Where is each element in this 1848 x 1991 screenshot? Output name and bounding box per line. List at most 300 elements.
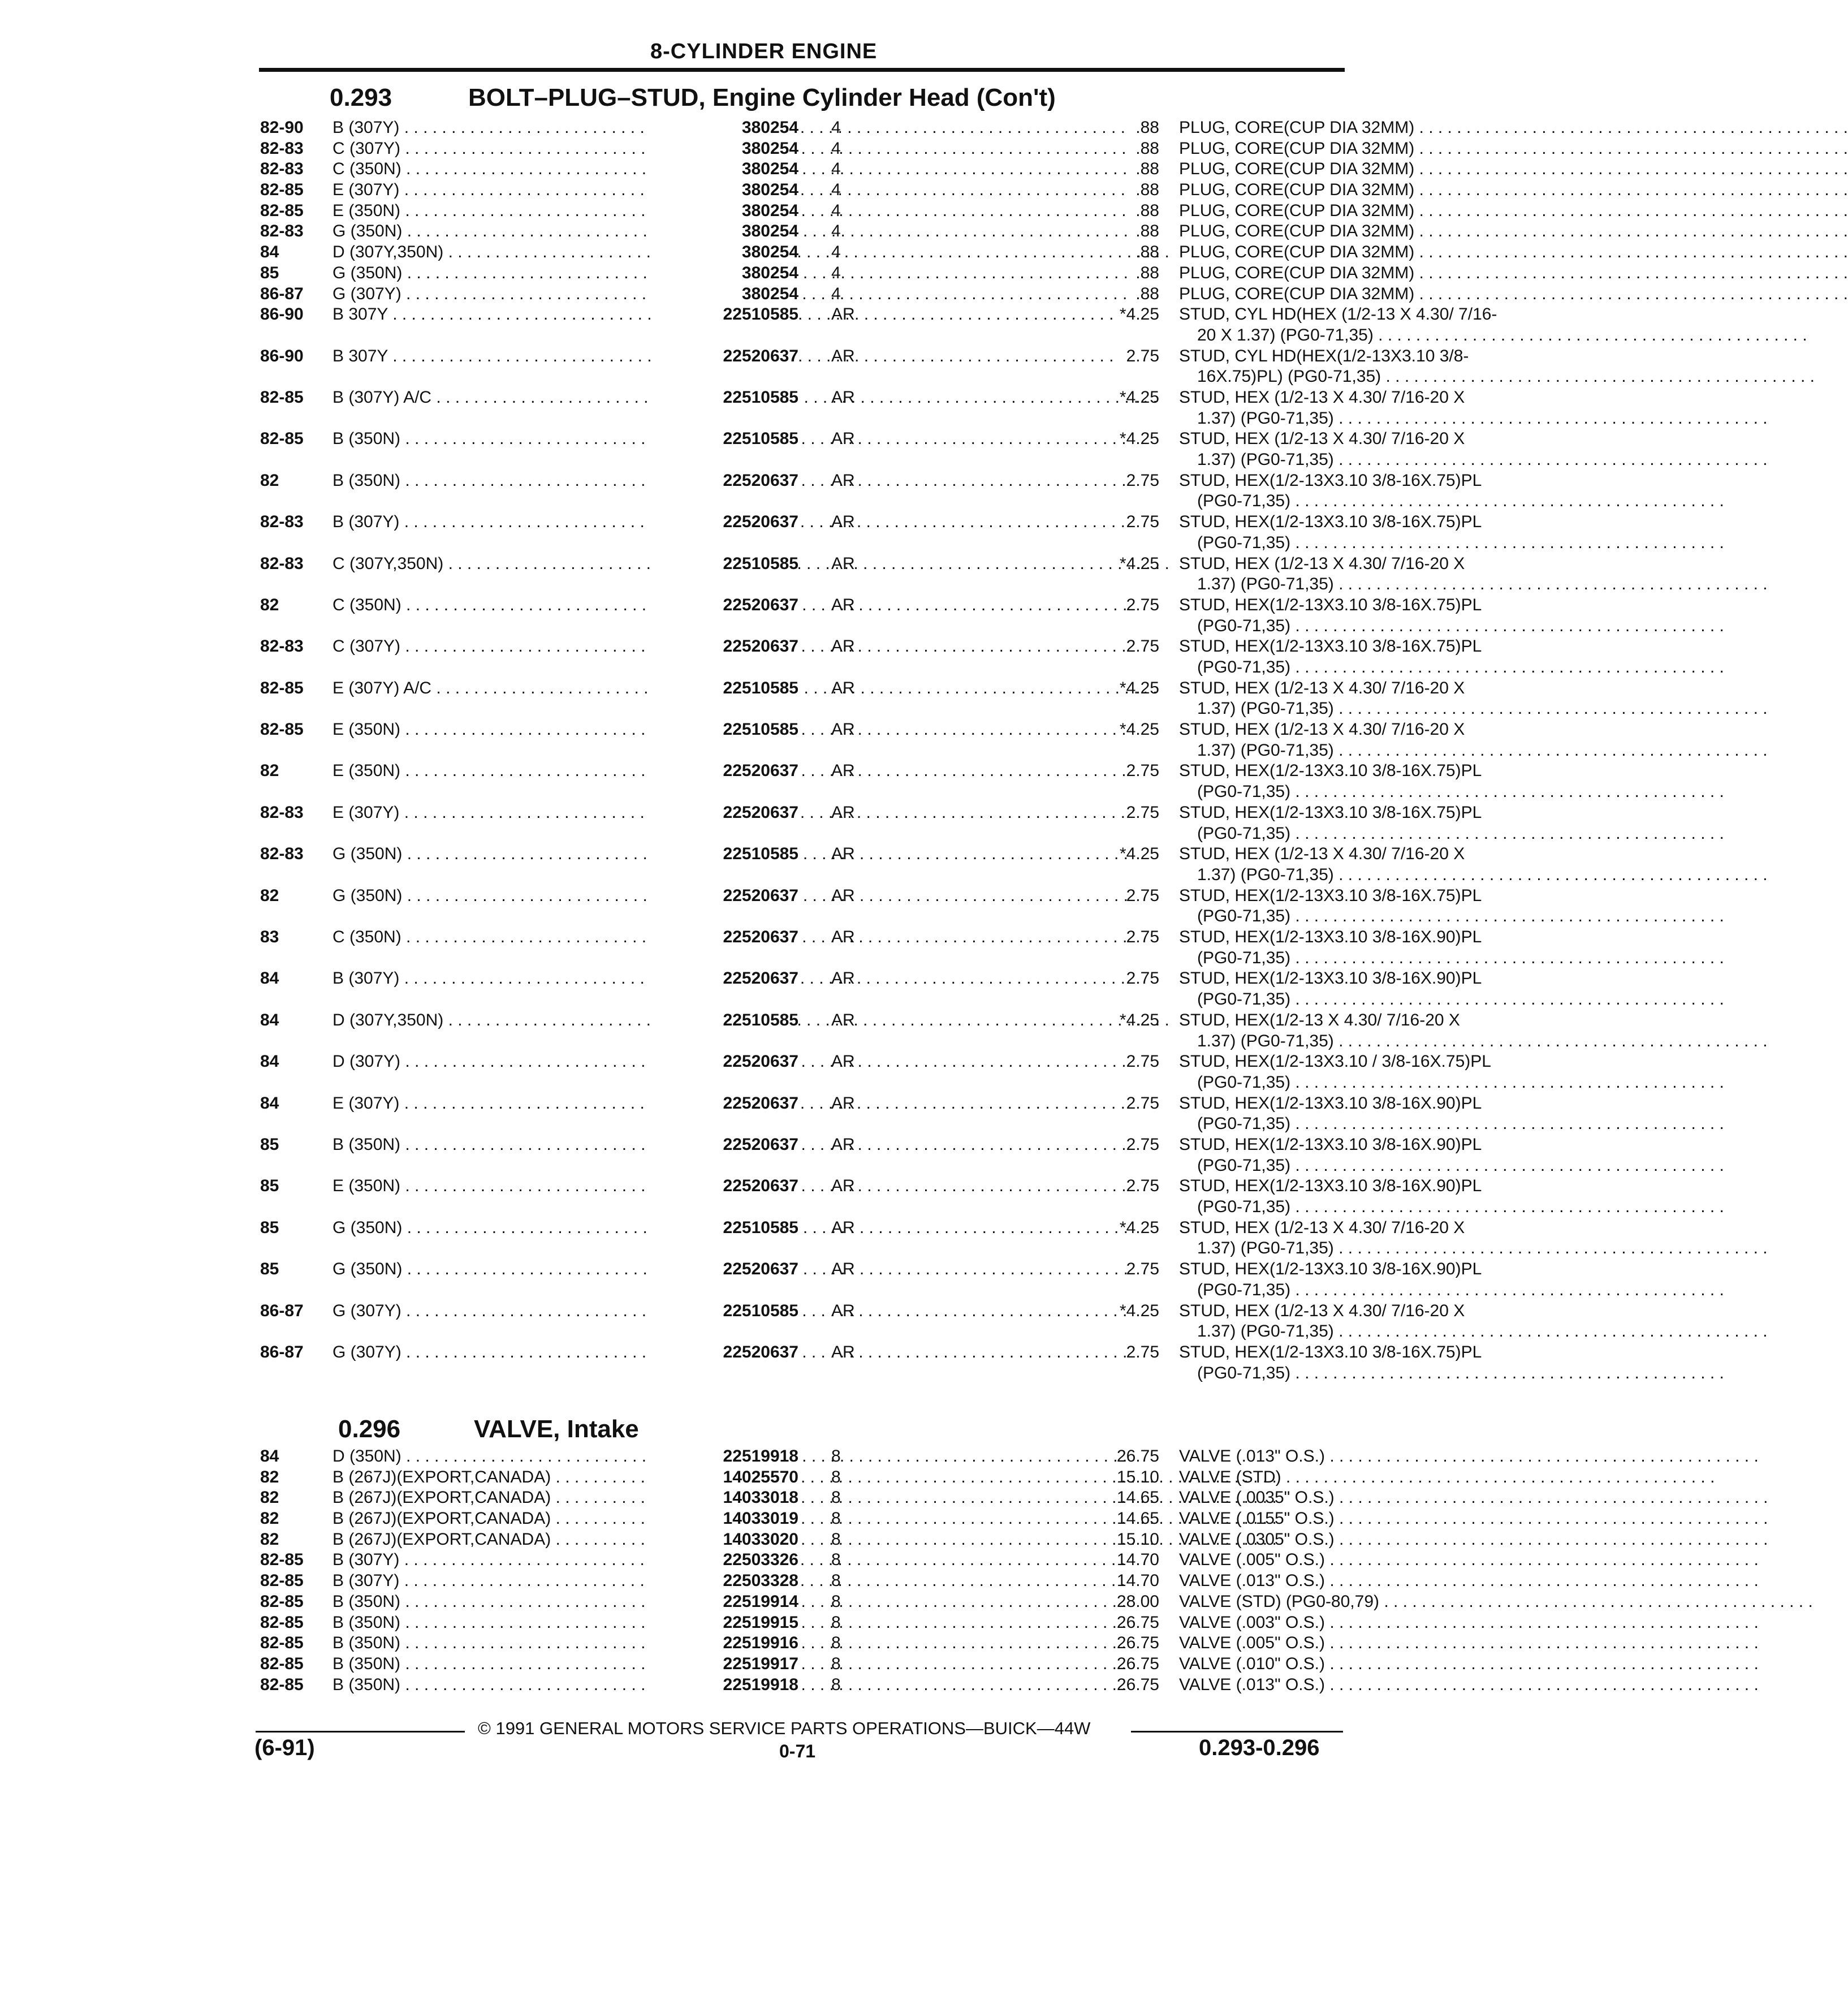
description-cell bbox=[1179, 201, 1552, 222]
year-cell: 82-85 bbox=[260, 720, 304, 739]
description-cell bbox=[1179, 221, 1552, 242]
model-cell: G (307Y) . . . bbox=[333, 1301, 892, 1322]
model-cell: B (307Y) . . . bbox=[333, 1550, 892, 1571]
model-cell: G (350N) . . . bbox=[333, 886, 892, 907]
part-number-cell: 22520637 bbox=[650, 927, 798, 948]
description-line: STUD, HEX(1/2-13X3.10 3/8-16X.90)PL bbox=[1179, 928, 1482, 947]
description-line: 1.37) (PG0-71,35) bbox=[1197, 1239, 1334, 1258]
price-cell: 2.75 bbox=[1126, 1135, 1159, 1154]
table-row bbox=[260, 1675, 1340, 1696]
dot-leader bbox=[1290, 990, 1724, 1009]
description-cell bbox=[1179, 1135, 1552, 1176]
section-number: 0.293 bbox=[330, 84, 392, 111]
year-cell: 86-87 bbox=[260, 1342, 304, 1361]
model-cell: E (307Y) . . . bbox=[333, 180, 892, 201]
year-cell: 82-85 bbox=[260, 1613, 304, 1632]
description-cell bbox=[1179, 346, 1552, 387]
quantity-cell: AR bbox=[831, 637, 855, 656]
part-number-cell: 22510585 bbox=[650, 678, 798, 699]
part-number-cell: 380254 bbox=[650, 242, 798, 263]
price-cell: *4.25 bbox=[1119, 1218, 1159, 1237]
model-cell: B (307Y) . . . bbox=[333, 512, 892, 533]
quantity-cell: 4 bbox=[831, 180, 841, 200]
year-cell: 82-85 bbox=[260, 1634, 304, 1653]
description-cell bbox=[1179, 1010, 1552, 1051]
description-line: STUD, HEX(1/2-13X3.10 3/8-16X.90)PL bbox=[1179, 1093, 1482, 1113]
model-cell: E (350N) . . . bbox=[333, 1176, 892, 1197]
dot-leader bbox=[1334, 575, 1768, 593]
description-line: STUD, HEX (1/2-13 X 4.30/ 7/16-20 X bbox=[1179, 844, 1465, 864]
table-row bbox=[260, 1051, 1491, 1093]
price-cell: 2.75 bbox=[1126, 1176, 1159, 1196]
dot-leader bbox=[1414, 201, 1848, 220]
quantity-cell: AR bbox=[831, 429, 855, 449]
price-cell: *4.25 bbox=[1119, 720, 1159, 739]
description-line: PLUG, CORE(CUP DIA 32MM) bbox=[1179, 201, 1415, 220]
description-line: STUD, HEX (1/2-13 X 4.30/ 7/16-20 X bbox=[1179, 429, 1465, 449]
price-cell: 2.75 bbox=[1126, 1052, 1159, 1071]
description-line: (PG0-71,35) bbox=[1197, 533, 1291, 552]
part-number-cell: 22519916 bbox=[650, 1633, 798, 1654]
price-cell: 2.75 bbox=[1126, 595, 1159, 614]
model-cell: G (350N) . . . bbox=[333, 1259, 892, 1280]
part-number-cell: 22510585 bbox=[650, 387, 798, 408]
year-cell: 82-83 bbox=[260, 844, 304, 864]
part-number-cell: 22520637 bbox=[650, 1051, 798, 1072]
dot-leader bbox=[1334, 1322, 1768, 1341]
part-number-cell: 22519918 bbox=[650, 1446, 798, 1467]
model-cell: B (307Y) . . . bbox=[333, 118, 892, 139]
table-row bbox=[260, 927, 1482, 968]
model-cell: B (350N) . . . bbox=[333, 471, 892, 492]
part-number-cell: 22520637 bbox=[650, 346, 798, 367]
quantity-cell: AR bbox=[831, 720, 855, 739]
part-number-cell: 22520637 bbox=[650, 886, 798, 907]
quantity-cell: AR bbox=[831, 554, 855, 573]
table-row bbox=[260, 1093, 1482, 1135]
table-row bbox=[260, 159, 1415, 180]
quantity-cell: 4 bbox=[831, 243, 841, 262]
part-number-cell: 380254 bbox=[650, 180, 798, 201]
price-cell: 15.10 bbox=[1116, 1529, 1159, 1549]
quantity-cell: AR bbox=[831, 305, 855, 324]
section-title: BOLT–PLUG–STUD, Engine Cylinder Head (Con't) bbox=[468, 84, 1056, 111]
dot-leader bbox=[1334, 699, 1768, 718]
description-line: VALVE (.013" O.S.) bbox=[1179, 1447, 1325, 1466]
description-cell bbox=[1179, 761, 1552, 802]
part-number-cell: 22520637 bbox=[650, 803, 798, 824]
price-cell: 2.75 bbox=[1126, 886, 1159, 905]
quantity-cell: 8 bbox=[831, 1447, 841, 1466]
year-cell: 82-85 bbox=[260, 678, 304, 697]
part-number-cell: 22520637 bbox=[650, 595, 798, 616]
table-row bbox=[260, 1135, 1482, 1176]
year-cell: 84 bbox=[260, 1447, 279, 1466]
year-cell: 85 bbox=[260, 1218, 279, 1237]
table-row bbox=[260, 1259, 1482, 1300]
table-row bbox=[260, 242, 1415, 263]
table-row bbox=[260, 139, 1415, 160]
part-number-cell: 22520637 bbox=[650, 1093, 798, 1114]
year-cell: 84 bbox=[260, 969, 279, 988]
quantity-cell: 8 bbox=[831, 1675, 841, 1694]
quantity-cell: 8 bbox=[831, 1592, 841, 1611]
quantity-cell: AR bbox=[831, 1052, 855, 1071]
year-cell: 84 bbox=[260, 1052, 279, 1071]
description-cell bbox=[1179, 1675, 1552, 1696]
year-cell: 82 bbox=[260, 1488, 279, 1507]
year-cell: 82-83 bbox=[260, 160, 304, 179]
price-cell: 2.75 bbox=[1126, 346, 1159, 365]
model-cell: C (307Y,350N) . . . bbox=[333, 554, 892, 575]
description-cell bbox=[1179, 1259, 1552, 1300]
year-cell: 83 bbox=[260, 928, 279, 947]
quantity-cell: AR bbox=[831, 1135, 855, 1154]
quantity-cell: AR bbox=[831, 886, 855, 905]
quantity-cell: 4 bbox=[831, 284, 841, 303]
description-line: PLUG, CORE(CUP DIA 32MM) bbox=[1179, 139, 1415, 158]
dot-leader bbox=[1290, 1156, 1724, 1175]
table-row bbox=[260, 346, 1469, 387]
description-line: VALVE (STD) (PG0-80,79) bbox=[1179, 1592, 1379, 1611]
part-number-cell: 22520637 bbox=[650, 1135, 798, 1156]
model-cell: G (307Y) . . . bbox=[333, 1342, 892, 1363]
description-line: PLUG, CORE(CUP DIA 32MM) bbox=[1179, 222, 1415, 241]
model-cell: C (350N) . . . bbox=[333, 927, 892, 948]
year-cell: 82 bbox=[260, 1467, 279, 1486]
description-line: VALVE (.003" O.S.) bbox=[1179, 1613, 1325, 1632]
price-cell: *4.25 bbox=[1119, 1010, 1159, 1029]
description-line: (PG0-71,35) bbox=[1197, 948, 1291, 967]
year-cell: 82 bbox=[260, 761, 279, 781]
price-cell: 15.10 bbox=[1116, 1467, 1159, 1486]
price-cell: .88 bbox=[1135, 180, 1159, 200]
quantity-cell: AR bbox=[831, 1010, 855, 1029]
table-row bbox=[260, 221, 1415, 242]
quantity-cell: 4 bbox=[831, 139, 841, 158]
description-cell bbox=[1179, 678, 1552, 719]
dot-leader bbox=[1290, 492, 1724, 510]
table-row bbox=[260, 1654, 1340, 1675]
description-line: STUD, HEX(1/2-13X3.10 3/8-16X.75)PL bbox=[1179, 512, 1482, 532]
description-cell bbox=[1179, 1571, 1552, 1592]
table-row bbox=[260, 201, 1415, 222]
description-line: STUD, HEX (1/2-13 X 4.30/ 7/16-20 X bbox=[1179, 1301, 1465, 1320]
quantity-cell: AR bbox=[831, 1218, 855, 1237]
dot-leader bbox=[1325, 1613, 1759, 1632]
table-row bbox=[260, 1529, 1340, 1550]
year-cell: 82 bbox=[260, 1509, 279, 1528]
dot-leader bbox=[1290, 1364, 1724, 1382]
description-line: VALVE (.010" O.S.) bbox=[1179, 1654, 1325, 1673]
dot-leader bbox=[1335, 1530, 1768, 1549]
year-cell: 84 bbox=[260, 243, 279, 262]
dot-leader bbox=[1290, 1073, 1724, 1092]
model-cell: B 307Y . . . bbox=[333, 304, 892, 325]
table-row bbox=[260, 471, 1482, 512]
table-row bbox=[260, 844, 1465, 885]
description-line: (PG0-71,35) bbox=[1197, 1114, 1291, 1134]
description-line: STUD, HEX (1/2-13 X 4.30/ 7/16-20 X bbox=[1179, 678, 1465, 697]
price-cell: *4.25 bbox=[1119, 844, 1159, 864]
year-cell: 82-83 bbox=[260, 803, 304, 822]
description-line: STUD, HEX (1/2-13 X 4.30/ 7/16-20 X bbox=[1179, 1218, 1465, 1237]
description-line: STUD, HEX (1/2-13 X 4.30/ 7/16-20 X bbox=[1179, 554, 1465, 573]
quantity-cell: AR bbox=[831, 346, 855, 365]
year-cell: 82 bbox=[260, 471, 279, 490]
description-line: (PG0-71,35) bbox=[1197, 616, 1291, 635]
dot-leader bbox=[1414, 118, 1848, 137]
model-cell: B (267J)(EXPORT,CANADA) . . . bbox=[333, 1467, 892, 1488]
price-cell: 2.75 bbox=[1126, 1342, 1159, 1361]
table-row bbox=[260, 761, 1482, 802]
part-number-cell: 380254 bbox=[650, 201, 798, 222]
price-cell: 26.75 bbox=[1116, 1675, 1159, 1694]
quantity-cell: AR bbox=[831, 928, 855, 947]
year-cell: 82 bbox=[260, 595, 279, 614]
quantity-cell: 8 bbox=[831, 1467, 841, 1486]
price-cell: .88 bbox=[1135, 243, 1159, 262]
description-cell bbox=[1179, 118, 1552, 139]
footer-page-number: 0-71 bbox=[779, 1741, 816, 1761]
dot-leader bbox=[1325, 1654, 1759, 1673]
price-cell: 14.65 bbox=[1116, 1509, 1159, 1528]
description-line: VALVE (.013" O.S.) bbox=[1179, 1675, 1325, 1694]
description-line: STUD, HEX(1/2-13X3.10 3/8-16X.75)PL bbox=[1179, 1342, 1482, 1361]
description-cell bbox=[1179, 927, 1552, 968]
description-line: (PG0-71,35) bbox=[1197, 990, 1291, 1009]
description-cell bbox=[1179, 1654, 1552, 1675]
dot-leader bbox=[1334, 1032, 1768, 1050]
part-number-cell: 380254 bbox=[650, 139, 798, 160]
quantity-cell: AR bbox=[831, 1301, 855, 1320]
description-cell bbox=[1179, 886, 1552, 927]
price-cell: .88 bbox=[1135, 284, 1159, 303]
table-row bbox=[260, 678, 1465, 719]
year-cell: 82-83 bbox=[260, 512, 304, 532]
model-cell: D (307Y) . . . bbox=[333, 1051, 892, 1072]
price-cell: 28.00 bbox=[1116, 1592, 1159, 1611]
model-cell: B (307Y) . . . bbox=[333, 1571, 892, 1592]
price-cell: 14.70 bbox=[1116, 1550, 1159, 1570]
table-row bbox=[260, 554, 1465, 595]
price-cell: 2.75 bbox=[1126, 471, 1159, 490]
price-cell: 2.75 bbox=[1126, 1260, 1159, 1279]
price-cell: 26.75 bbox=[1116, 1613, 1159, 1632]
table-row bbox=[260, 1010, 1460, 1051]
description-cell bbox=[1179, 1613, 1552, 1634]
table-row bbox=[260, 118, 1415, 139]
description-line: VALVE (.005" O.S.) bbox=[1179, 1634, 1325, 1653]
quantity-cell: AR bbox=[831, 595, 855, 614]
model-cell: E (307Y) A/C . . . bbox=[333, 678, 892, 699]
year-cell: 82-85 bbox=[260, 1550, 304, 1570]
model-cell: D (350N) . . . bbox=[333, 1446, 892, 1467]
price-cell: *4.25 bbox=[1119, 1301, 1159, 1320]
part-number-cell: 22510585 bbox=[650, 1301, 798, 1322]
table-row bbox=[260, 304, 1497, 346]
description-line: 1.37) (PG0-71,35) bbox=[1197, 575, 1334, 594]
part-number-cell: 22519914 bbox=[650, 1592, 798, 1613]
part-number-cell: 380254 bbox=[650, 221, 798, 242]
model-cell: E (350N) . . . bbox=[333, 761, 892, 782]
description-line: STUD, HEX (1/2-13 X 4.30/ 7/16-20 X bbox=[1179, 720, 1465, 739]
description-line: (PG0-71,35) bbox=[1197, 1280, 1291, 1299]
table-row bbox=[260, 1446, 1340, 1467]
dot-leader bbox=[1290, 617, 1724, 635]
part-number-cell: 22519918 bbox=[650, 1675, 798, 1696]
table-row bbox=[260, 1571, 1340, 1592]
price-cell: *4.25 bbox=[1119, 554, 1159, 573]
dot-leader bbox=[1335, 1509, 1768, 1528]
model-cell: B (350N) . . . bbox=[333, 1613, 892, 1634]
quantity-cell: AR bbox=[831, 1176, 855, 1196]
quantity-cell: AR bbox=[831, 1093, 855, 1113]
part-number-cell: 14025570 bbox=[650, 1467, 798, 1488]
table-row bbox=[260, 1301, 1465, 1342]
table-row bbox=[260, 1342, 1482, 1384]
year-cell: 86-90 bbox=[260, 346, 304, 365]
description-line: PLUG, CORE(CUP DIA 32MM) bbox=[1179, 118, 1415, 137]
quantity-cell: 4 bbox=[831, 201, 841, 220]
description-line: (PG0-71,35) bbox=[1197, 907, 1291, 926]
description-line: 1.37) (PG0-71,35) bbox=[1197, 865, 1334, 884]
year-cell: 86-90 bbox=[260, 305, 304, 324]
year-cell: 85 bbox=[260, 1260, 279, 1279]
part-number-cell: 22510585 bbox=[650, 1218, 798, 1239]
part-number-cell: 14033019 bbox=[650, 1509, 798, 1529]
header-rule bbox=[259, 68, 1345, 72]
description-cell bbox=[1179, 471, 1552, 512]
price-cell: 14.65 bbox=[1116, 1488, 1159, 1507]
dot-leader bbox=[1414, 180, 1848, 199]
part-number-cell: 22520637 bbox=[650, 512, 798, 533]
table-row bbox=[260, 263, 1415, 284]
price-cell: .88 bbox=[1135, 201, 1159, 220]
description-cell bbox=[1179, 512, 1552, 553]
model-cell: B (307Y) . . . bbox=[333, 968, 892, 989]
description-line: STUD, HEX(1/2-13 X 4.30/ 7/16-20 X bbox=[1179, 1010, 1460, 1029]
dot-leader bbox=[1335, 1488, 1768, 1507]
quantity-cell: 4 bbox=[831, 222, 841, 241]
description-line: STUD, HEX(1/2-13X3.10 3/8-16X.90)PL bbox=[1179, 1260, 1482, 1279]
description-cell bbox=[1179, 1093, 1552, 1135]
quantity-cell: 8 bbox=[831, 1488, 841, 1507]
year-cell: 82 bbox=[260, 886, 279, 905]
dot-leader bbox=[1381, 367, 1815, 386]
dot-leader bbox=[1414, 264, 1848, 282]
dot-leader bbox=[1374, 326, 1807, 344]
part-number-cell: 380254 bbox=[650, 159, 798, 180]
description-cell bbox=[1179, 1509, 1552, 1529]
quantity-cell: AR bbox=[831, 803, 855, 822]
quantity-cell: 8 bbox=[831, 1654, 841, 1673]
description-cell bbox=[1179, 180, 1552, 201]
dot-leader bbox=[1379, 1592, 1813, 1611]
description-cell bbox=[1179, 1176, 1552, 1217]
part-number-cell: 22520637 bbox=[650, 1259, 798, 1280]
dot-leader bbox=[1290, 949, 1724, 967]
part-number-cell: 22519915 bbox=[650, 1613, 798, 1634]
description-line: STUD, HEX(1/2-13X3.10 3/8-16X.75)PL bbox=[1179, 595, 1482, 614]
dot-leader bbox=[1290, 533, 1724, 552]
model-cell: C (350N) . . . bbox=[333, 159, 892, 180]
year-cell: 82-85 bbox=[260, 429, 304, 449]
price-cell: 2.75 bbox=[1126, 512, 1159, 532]
description-line: 1.37) (PG0-71,35) bbox=[1197, 699, 1334, 718]
table-row bbox=[260, 1509, 1340, 1529]
description-line: (PG0-71,35) bbox=[1197, 492, 1291, 511]
dot-leader bbox=[1334, 741, 1768, 760]
model-cell: C (307Y) . . . bbox=[333, 636, 892, 657]
description-cell bbox=[1179, 1342, 1552, 1384]
description-line: VALVE (.013" O.S.) bbox=[1179, 1571, 1325, 1591]
description-cell bbox=[1179, 844, 1552, 885]
footer-rule-right bbox=[1131, 1731, 1343, 1733]
description-line: (PG0-71,35) bbox=[1197, 658, 1291, 677]
description-line: VALVE (.005" O.S.) bbox=[1179, 1550, 1325, 1570]
description-line: 1.37) (PG0-71,35) bbox=[1197, 450, 1334, 469]
year-cell: 82-85 bbox=[260, 1592, 304, 1611]
year-cell: 82-83 bbox=[260, 554, 304, 573]
part-number-cell: 22520637 bbox=[650, 1342, 798, 1363]
dot-leader bbox=[1414, 243, 1848, 261]
dot-leader bbox=[1325, 1634, 1759, 1652]
table-row bbox=[260, 595, 1482, 636]
description-cell bbox=[1179, 1488, 1552, 1509]
description-line: PLUG, CORE(CUP DIA 32MM) bbox=[1179, 284, 1415, 303]
year-cell: 84 bbox=[260, 1093, 279, 1113]
quantity-cell: 8 bbox=[831, 1529, 841, 1549]
quantity-cell: AR bbox=[831, 761, 855, 781]
year-cell: 82-90 bbox=[260, 118, 304, 137]
model-cell: E (307Y) . . . bbox=[333, 803, 892, 824]
model-cell: B (267J)(EXPORT,CANADA) . . . bbox=[333, 1488, 892, 1509]
description-line: (PG0-71,35) bbox=[1197, 1363, 1291, 1382]
description-line: VALVE (.0155" O.S.) bbox=[1179, 1509, 1335, 1528]
year-cell: 82-85 bbox=[260, 1571, 304, 1591]
description-line: (PG0-71,35) bbox=[1197, 1072, 1291, 1092]
year-cell: 82-85 bbox=[260, 180, 304, 200]
dot-leader bbox=[1414, 139, 1848, 158]
section-number: 0.296 bbox=[338, 1415, 401, 1443]
description-cell bbox=[1179, 1550, 1552, 1571]
quantity-cell: 8 bbox=[831, 1634, 841, 1653]
model-cell: G (350N) . . . bbox=[333, 263, 892, 284]
description-cell bbox=[1179, 284, 1552, 305]
description-cell bbox=[1179, 159, 1552, 180]
dot-leader bbox=[1290, 1281, 1724, 1299]
description-line: 1.37) (PG0-71,35) bbox=[1197, 408, 1334, 428]
year-cell: 82-85 bbox=[260, 201, 304, 220]
price-cell: .88 bbox=[1135, 160, 1159, 179]
model-cell: B (267J)(EXPORT,CANADA) . . . bbox=[333, 1509, 892, 1529]
table-row bbox=[260, 284, 1415, 305]
table-row bbox=[260, 719, 1465, 761]
model-cell: G (307Y) . . . bbox=[333, 284, 892, 305]
year-cell: 86-87 bbox=[260, 284, 304, 303]
description-line: 1.37) (PG0-71,35) bbox=[1197, 740, 1334, 760]
quantity-cell: 8 bbox=[831, 1509, 841, 1528]
year-cell: 82-83 bbox=[260, 222, 304, 241]
description-cell bbox=[1179, 1633, 1552, 1654]
part-number-cell: 22510585 bbox=[650, 429, 798, 450]
price-cell: 2.75 bbox=[1126, 928, 1159, 947]
description-line: VALVE (STD) bbox=[1179, 1467, 1281, 1486]
part-number-cell: 22520637 bbox=[650, 636, 798, 657]
description-line: STUD, HEX(1/2-13X3.10 3/8-16X.90)PL bbox=[1179, 1135, 1482, 1154]
table-row bbox=[260, 1592, 1379, 1613]
